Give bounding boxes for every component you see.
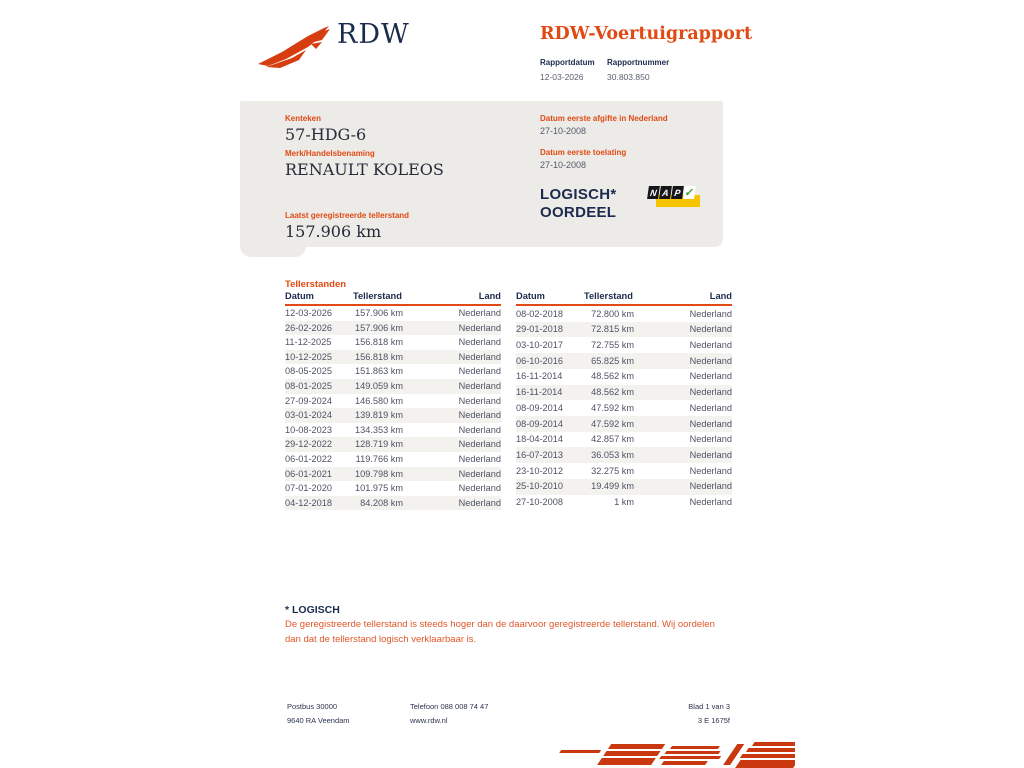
date-cell: 10-08-2023 [285,424,332,435]
footer-phone: Telefoon 088 008 74 47 [410,702,489,711]
date-cell: 12-03-2026 [285,308,332,318]
date-cell: 27-09-2024 [285,395,332,406]
country-cell: Nederland [458,410,501,421]
table-row [516,447,732,463]
footer-address [287,700,350,728]
country-cell: Nederland [689,497,732,508]
col-header-land: Land [634,291,732,305]
odometer-cell: 19.499 km [591,481,634,492]
table-row [285,481,501,496]
date-cell: 25-10-2010 [516,481,563,492]
country-cell: Nederland [689,308,732,319]
report-date-label: Rapportdatum [540,58,595,67]
nap-logo [648,186,700,208]
footnote-title: * LOGISCH [285,604,340,616]
country-cell: Nederland [689,355,732,366]
odometer-cell: 156.818 km [354,337,403,348]
table-row [516,432,732,448]
table-row [516,400,732,416]
date-cell: 16-07-2013 [516,449,563,460]
table-header-row [285,291,501,305]
table-row [516,322,732,338]
tellerstanden-table-left [285,291,501,510]
odometer-cell: 32.275 km [591,465,634,476]
date-cell: 04-12-2018 [285,497,332,508]
footer-page-info [600,700,730,728]
table-row [285,335,501,350]
odometer-cell: 65.825 km [591,355,634,366]
col-header-datum: Datum [285,291,353,305]
date-cell: 26-02-2026 [285,322,332,333]
country-cell: Nederland [689,387,732,398]
odometer-cell: 149.059 km [354,380,403,391]
eerste-afgifte-value: 27-10-2008 [540,126,587,136]
rdw-logo-text: RDW [337,19,410,50]
country-cell: Nederland [458,351,501,362]
country-cell: Nederland [689,449,732,460]
date-cell: 08-09-2014 [516,418,563,429]
oordeel-badge [540,186,617,222]
footer-form-code: 3 E 1675f [697,716,730,725]
table-row [516,353,732,369]
footnote-text: De geregistreerde tellerstand is steeds hoger dan de daarvoor geregistreerde tellerstand. Wij oordelen dan dat de tellerstand logisch verklaarbaar is. [285,619,715,645]
country-cell: Nederland [689,434,732,445]
table-row [285,305,501,321]
country-cell: Nederland [689,481,732,492]
eerste-afgifte-label: Datum eerste afgifte in Nederland [540,114,668,123]
table-row [285,423,501,438]
vehicle-info-panel-tab [240,246,306,257]
date-cell: 16-11-2014 [516,387,563,398]
odometer-cell: 72.755 km [591,340,634,351]
odometer-cell: 42.857 km [591,434,634,445]
country-cell: Nederland [458,439,501,450]
footer-contact [410,700,488,728]
country-cell: Nederland [689,371,732,382]
report-date-value: 12-03-2026 [540,72,584,82]
date-cell: 03-01-2024 [285,410,332,421]
table-row [516,495,732,511]
oordeel-line1: LOGISCH* [540,186,617,203]
odometer-cell: 47.592 km [591,418,634,429]
date-cell: 08-09-2014 [516,402,563,413]
date-cell: 07-01-2020 [285,483,332,494]
date-cell: 11-12-2025 [285,337,332,348]
date-cell: 29-12-2022 [285,439,332,450]
table-row [516,463,732,479]
col-header-land: Land [403,291,501,305]
country-cell: Nederland [458,366,501,377]
table-row [516,305,732,322]
tellerstanden-tables [285,291,732,510]
odometer-cell: 157.906 km [354,322,403,333]
table-row [516,416,732,432]
table-header-row [516,291,732,305]
nap-checkmark-icon: ✓ [683,187,695,199]
table-row [285,364,501,379]
country-cell: Nederland [458,395,501,406]
oordeel-line2: OORDEEL [540,204,617,221]
country-cell: Nederland [689,324,732,335]
merk-value: RENAULT KOLEOS [285,160,444,179]
table-row [285,496,501,511]
tellerstanden-title: Tellerstanden [285,279,347,290]
footer-website[interactable]: www.rdw.nl [410,716,448,725]
odometer-cell: 72.815 km [591,324,634,335]
date-cell: 06-01-2021 [285,468,332,479]
date-cell: 06-10-2016 [516,355,563,366]
table-row [285,379,501,394]
odometer-cell: 119.766 km [355,453,403,464]
footer-address-line2: 9640 RA Veendam [287,716,350,725]
table-row [285,452,501,467]
country-cell: Nederland [458,483,501,494]
odometer-cell: 36.053 km [591,449,634,460]
date-cell: 18-04-2014 [516,434,563,445]
rdw-wing-graphic-icon [540,737,795,768]
date-cell: 08-02-2018 [516,308,563,319]
tellerstanden-table-right [516,291,732,510]
country-cell: Nederland [458,337,501,348]
date-cell: 08-01-2025 [285,380,332,391]
table-row [285,467,501,482]
odometer-cell: 146.580 km [354,395,403,406]
table-row [516,385,732,401]
odometer-cell: 134.353 km [354,424,403,435]
date-cell: 29-01-2018 [516,324,563,335]
page-title: RDW-Voertuigrapport [540,24,753,44]
country-cell: Nederland [689,402,732,413]
date-cell: 16-11-2014 [516,371,563,382]
table-row [516,337,732,353]
rdw-bird-logo-icon [256,22,332,68]
odometer-cell: 139.819 km [354,410,403,421]
country-cell: Nederland [458,380,501,391]
odometer-cell: 128.719 km [354,439,403,450]
nap-letter-p: P [671,186,684,199]
date-cell: 08-05-2025 [285,366,332,377]
odometer-cell: 84.208 km [360,497,403,508]
table-row [285,437,501,452]
merk-label: Merk/Handelsbenaming [285,149,375,158]
odometer-cell: 47.592 km [591,402,634,413]
date-cell: 23-10-2012 [516,465,563,476]
kenteken-label: Kenteken [285,114,322,123]
col-header-datum: Datum [516,291,584,305]
date-cell: 03-10-2017 [516,340,563,351]
country-cell: Nederland [458,322,501,333]
odometer-cell: 72.800 km [591,308,634,319]
footer-address-line1: Postbus 30000 [287,702,338,711]
table-row [285,321,501,336]
table-row [516,369,732,385]
country-cell: Nederland [458,453,501,464]
eerste-toelating-value: 27-10-2008 [540,160,587,170]
nap-letter-a: A [659,186,672,199]
table-row [516,479,732,495]
odometer-cell: 109.798 km [354,468,403,479]
country-cell: Nederland [458,497,501,508]
country-cell: Nederland [458,468,501,479]
report-number-label: Rapportnummer [607,58,670,67]
nap-letter-n: N [647,186,660,199]
date-cell: 10-12-2025 [285,351,332,362]
laatste-tellerstand-value: 157.906 km [285,222,382,241]
kenteken-value: 57-HDG-6 [285,125,367,144]
footer-page-number: Blad 1 van 3 [688,702,730,711]
country-cell: Nederland [689,340,732,351]
table-row [285,408,501,423]
report-number-value: 30.803.850 [607,72,650,82]
odometer-cell: 1 km [614,497,634,508]
laatste-tellerstand-label: Laatst geregistreerde tellerstand [285,211,410,220]
odometer-cell: 101.975 km [354,483,403,494]
eerste-toelating-label: Datum eerste toelating [540,148,627,157]
odometer-cell: 157.906 km [354,308,403,318]
country-cell: Nederland [458,308,501,318]
table-row [285,394,501,409]
table-row [285,350,501,365]
country-cell: Nederland [458,424,501,435]
odometer-cell: 48.562 km [591,371,634,382]
date-cell: 06-01-2022 [285,453,332,464]
col-header-tellerstand: Tellerstand [353,291,403,305]
country-cell: Nederland [689,465,732,476]
odometer-cell: 151.863 km [354,366,403,377]
odometer-cell: 156.818 km [354,351,403,362]
col-header-tellerstand: Tellerstand [584,291,634,305]
date-cell: 27-10-2008 [516,497,563,508]
odometer-cell: 48.562 km [591,387,634,398]
country-cell: Nederland [689,418,732,429]
